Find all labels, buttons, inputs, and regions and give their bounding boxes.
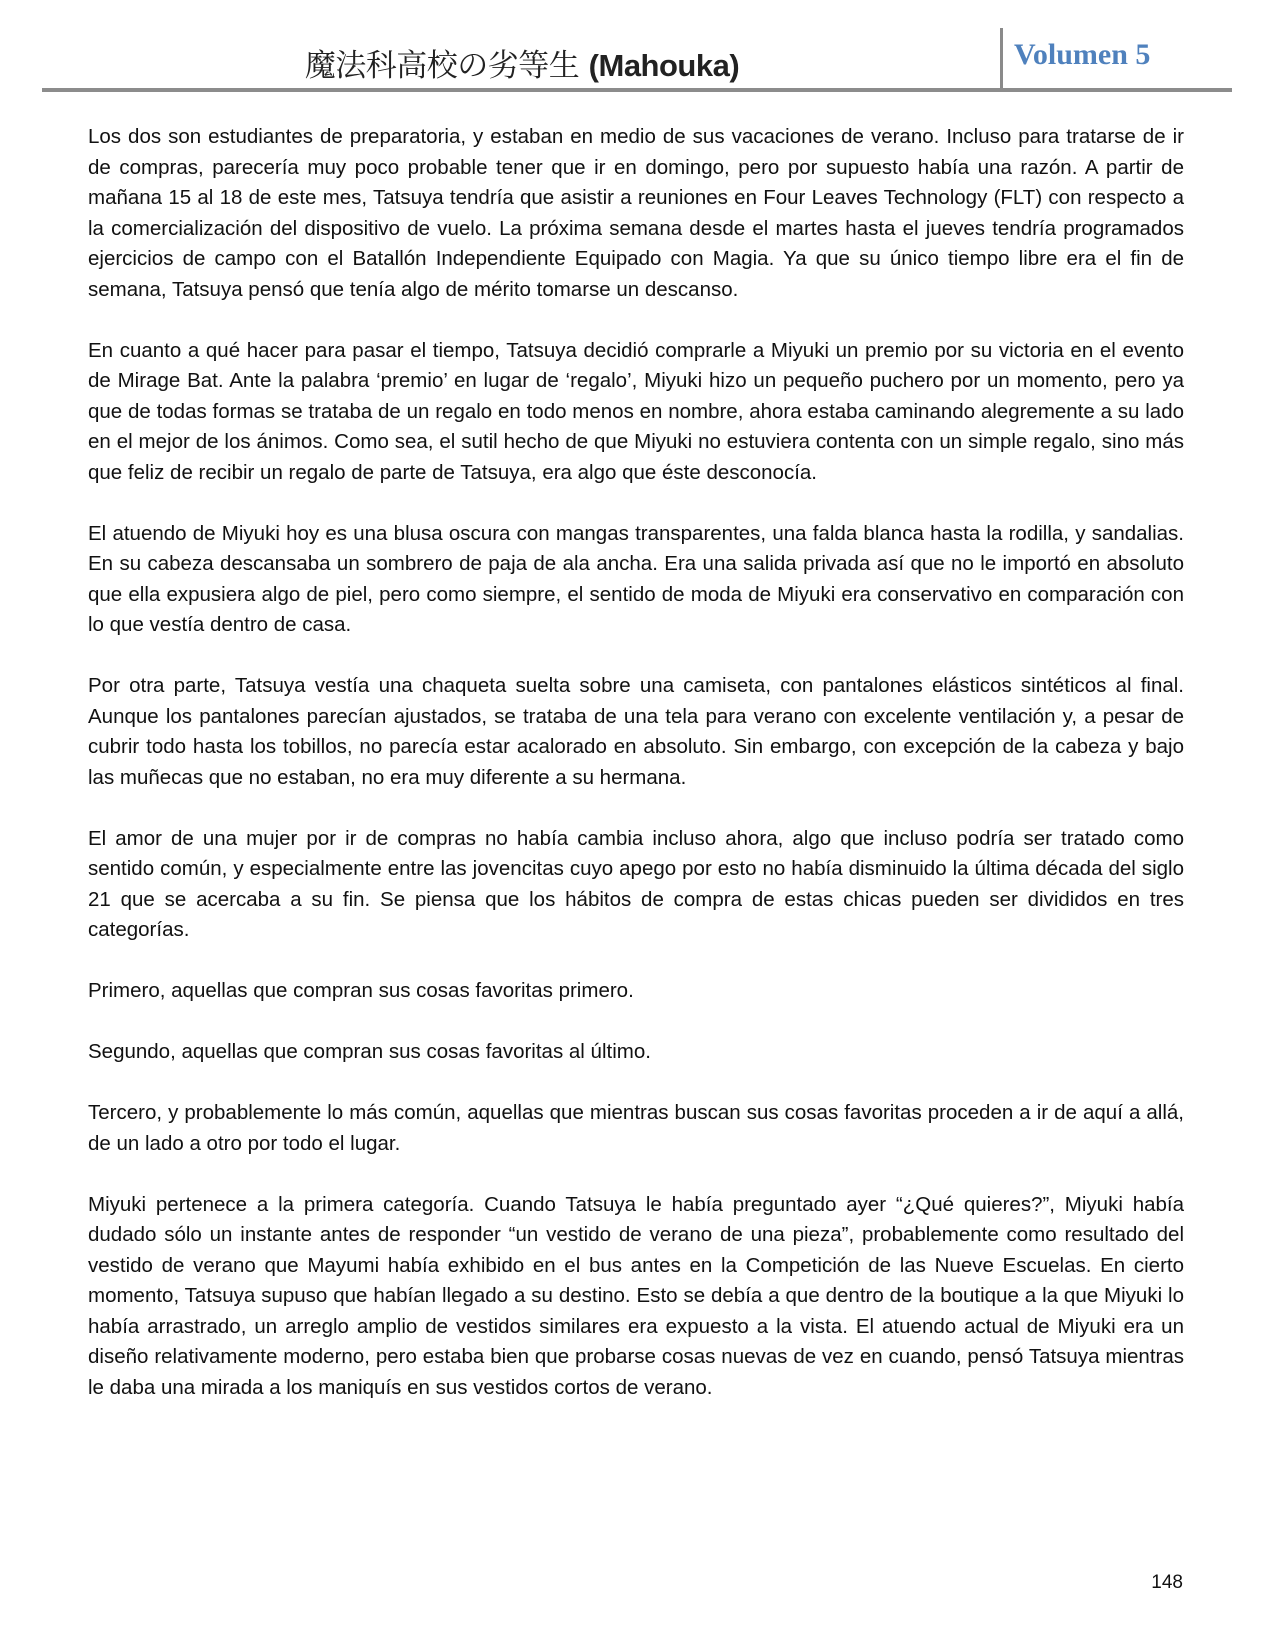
page-header <box>42 28 1232 92</box>
paragraph: Los dos son estudiantes de preparatoria, y estaban en medio de sus vacaciones de verano. Incluso para tratarse de ir de compras, parecería muy poco probable tener que ir en domingo, pero por supuesto había una razón. A partir de mañana 15 al 18 de este mes, Tatsuya tendría que asistir a reuniones en Four Leaves Technology (FLT) con respecto a la comercialización del dispositivo de vuelo. La próxima semana desde el martes hasta el jueves tendría programados ejercicios de campo con el Batallón Independiente Equipado con Magia. Ya que su único tiempo libre era el fin de semana, Tatsuya pensó que tenía algo de mérito tomarse un descanso. <box>88 125 1184 301</box>
volume-label: Volumen 5 <box>1014 38 1151 71</box>
paragraph: Tercero, y probablemente lo más común, aquellas que mientras buscan sus cosas favoritas proceden a ir de aquí a allá, de un lado a otro por todo el lugar. <box>88 1101 1184 1155</box>
book-title-japanese: 魔法科高校の劣等生 <box>304 48 580 84</box>
book-title-latin: (Mahouka) <box>588 48 740 83</box>
paragraph: En cuanto a qué hacer para pasar el tiempo, Tatsuya decidió comprarle a Miyuki un premio por su victoria en el evento de Mirage Bat. Ante la palabra ‘premio’ en lugar de ‘regalo’, Miyuki hizo un pequeño puchero por un momento, pero ya que de todas formas se trataba de un regalo en todo menos en nombre, ahora estaba caminando alegremente a su lado en el mejor de los ánimos. Como sea, el sutil hecho de que Miyuki no estuviera contenta con un simple regalo, sino más que feliz de recibir un regalo de parte de Tatsuya, era algo que éste desconocía. <box>88 338 1184 484</box>
paragraph: Segundo, aquellas que compran sus cosas favoritas al último. <box>88 1040 651 1063</box>
book-title <box>42 40 1002 85</box>
paragraph: El amor de una mujer por ir de compras no había cambia incluso ahora, algo que incluso podría ser tratado como sentido común, y especialmente entre las jovencitas cuyo apego por esto no había disminuido la última década del siglo 21 que se acercaba a su fin. Se piensa que los hábitos de compra de estas chicas pueden ser divididos en tres categorías. <box>88 826 1184 941</box>
header-horizontal-rule <box>42 88 1232 92</box>
paragraph: El atuendo de Miyuki hoy es una blusa oscura con mangas transparentes, una falda blanca hasta la rodilla, y sandalias. En su cabeza descansaba un sombrero de paja de ala ancha. Era una salida privada así que no le importó en absoluto que ella expusiera algo de piel, pero como siempre, el sentido de moda de Miyuki era conservativo en comparación con lo que vestía dentro de casa. <box>88 521 1184 636</box>
paragraph: Primero, aquellas que compran sus cosas favoritas primero. <box>88 979 634 1002</box>
paragraph: Miyuki pertenece a la primera categoría. Cuando Tatsuya le había preguntado ayer “¿Qué quieres?”, Miyuki había dudado sólo un instante antes de responder “un vestido de verano de una pieza”, probablemente como resultado del vestido de verano que Mayumi había exhibido en el bus antes en la Competición de las Nueve Escuelas. En cierto momento, Tatsuya supuso que habían llegado a su destino. Esto se debía a que dentro de la boutique a la que Miyuki lo había arrastrado, un arreglo amplio de vestidos similares era expuesto a la vista. El atuendo actual de Miyuki era un diseño relativamente moderno, pero estaba bien que probarse cosas nuevas de vez en cuando, pensó Tatsuya mientras le daba una mirada a los maniquís en sus vestidos cortos de verano. <box>88 1192 1184 1399</box>
header-vertical-divider <box>1000 28 1003 90</box>
page-number: 148 <box>1151 1572 1183 1593</box>
paragraph: Por otra parte, Tatsuya vestía una chaqueta suelta sobre una camiseta, con pantalones elásticos sintéticos al final. Aunque los pantalones parecían ajustados, se trataba de una tela para verano con excelente ventilación y, a pesar de cubrir todo hasta los tobillos, no parecía estar acalorado en absoluto. Sin embargo, con excepción de la cabeza y bajo las muñecas que no estaban, no era muy diferente a su hermana. <box>88 674 1184 789</box>
body-text <box>88 122 1184 1434</box>
